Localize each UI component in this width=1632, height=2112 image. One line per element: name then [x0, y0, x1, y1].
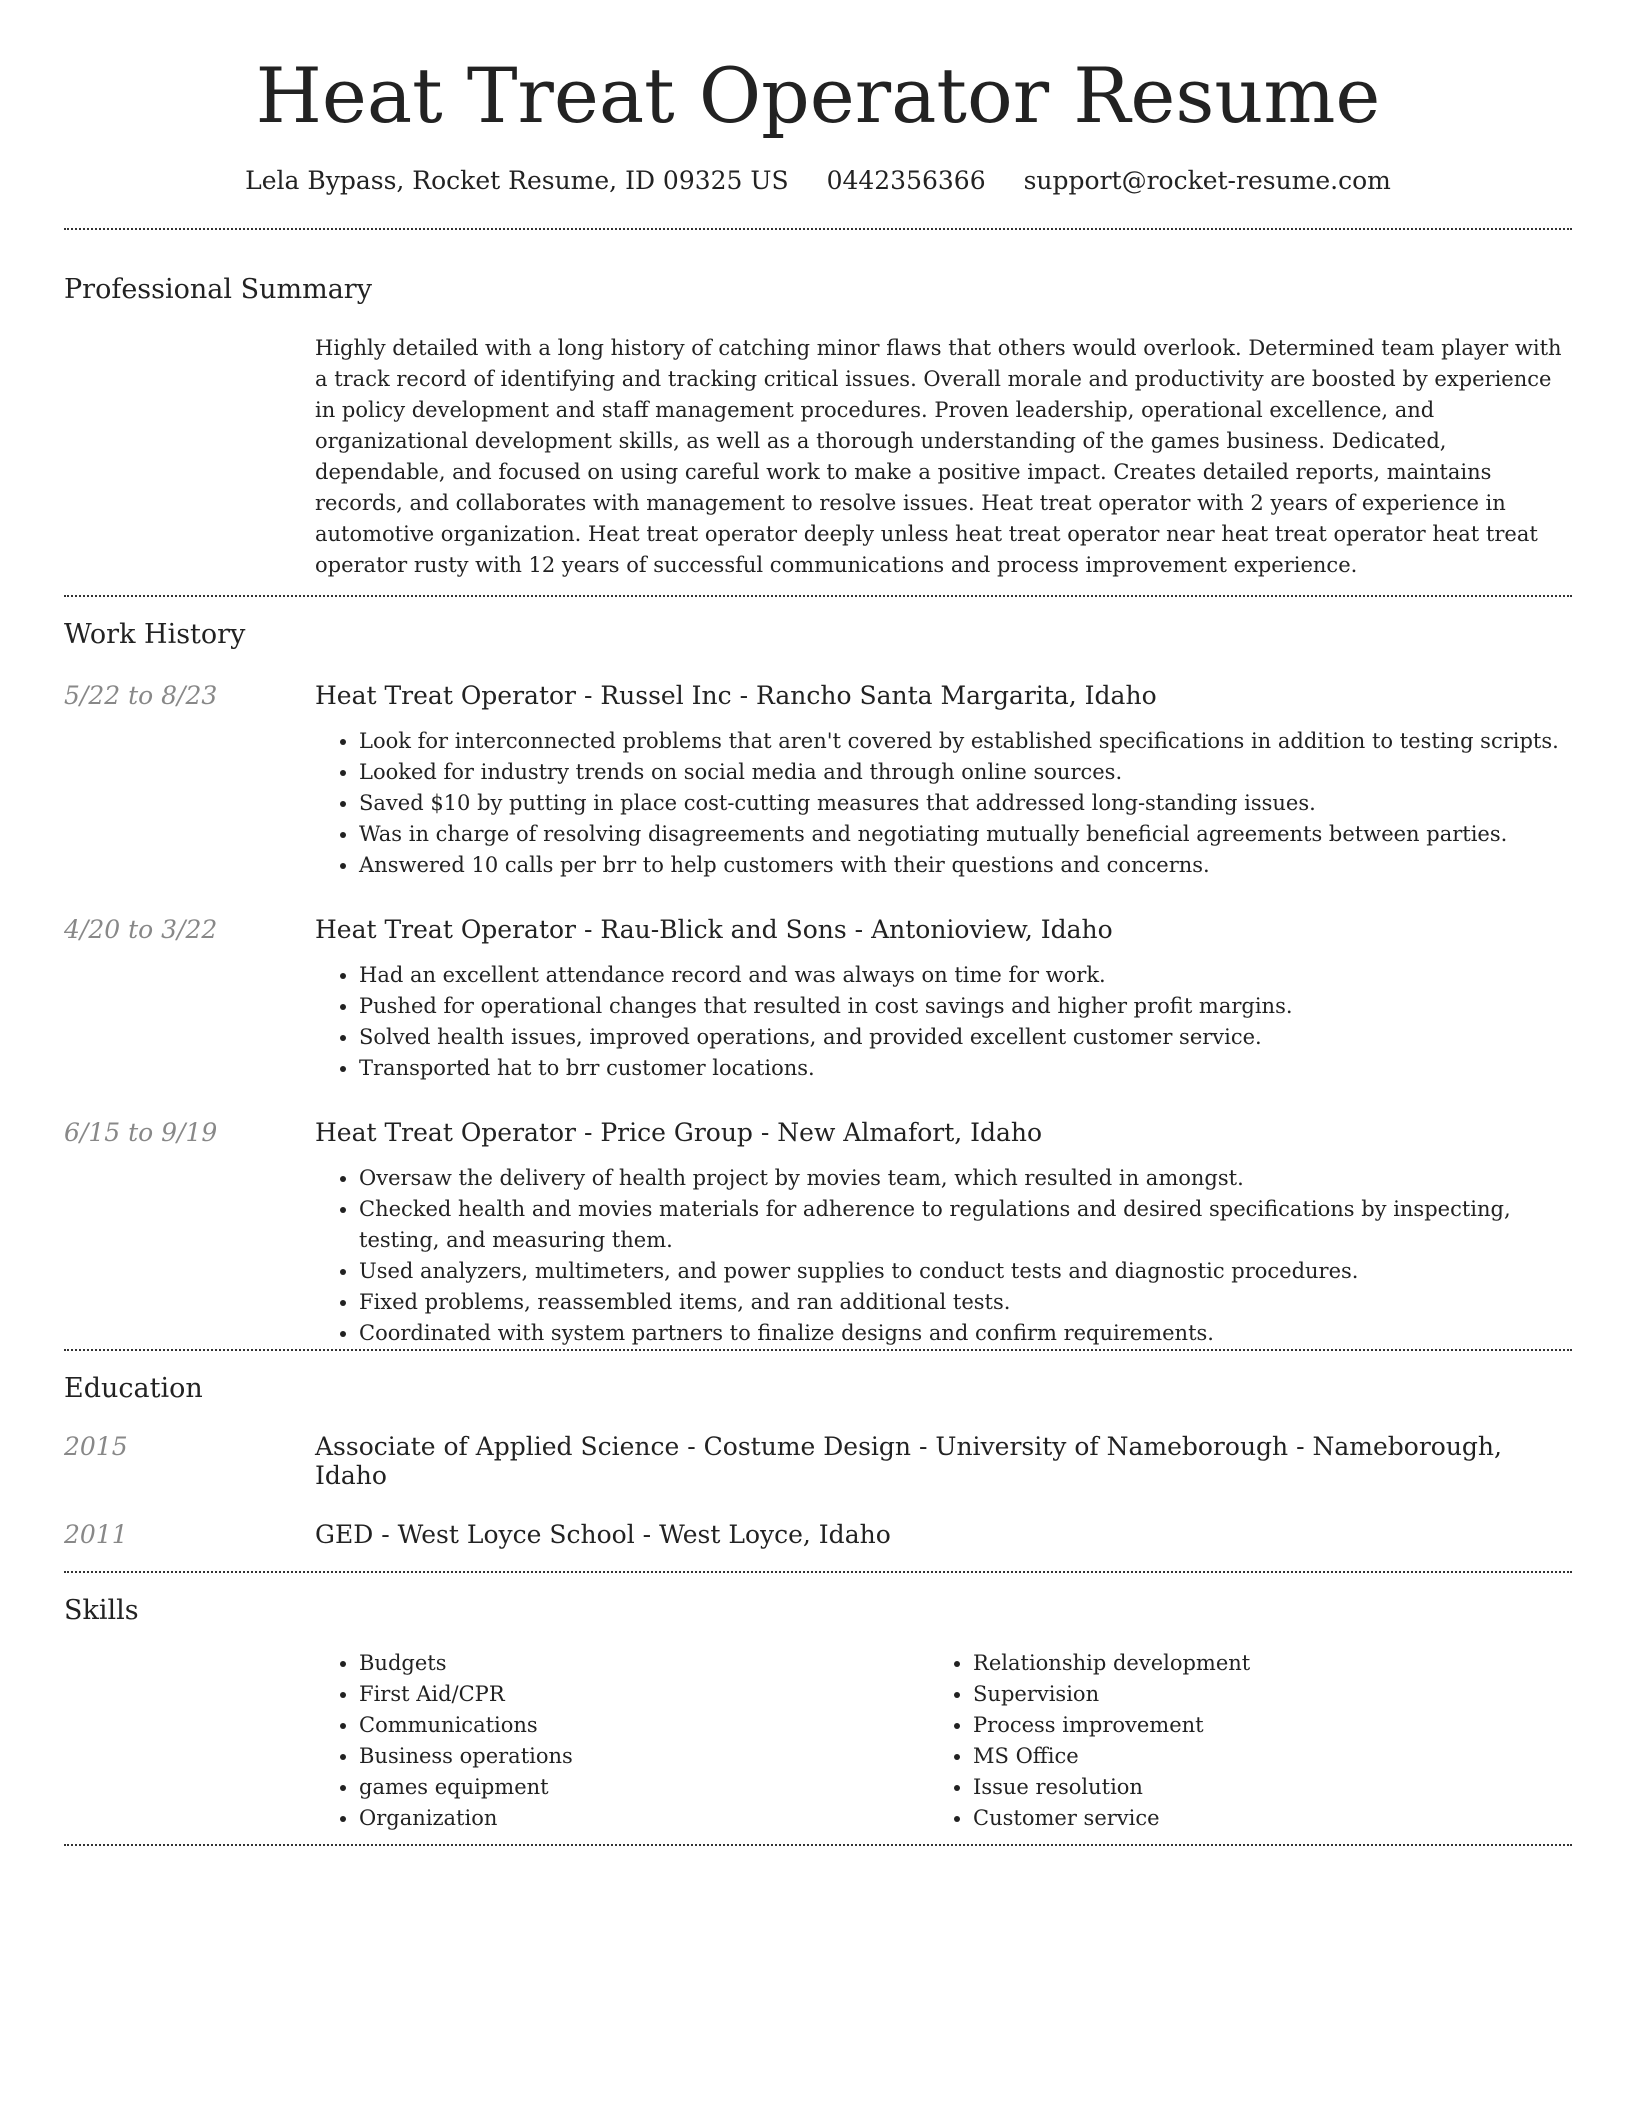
- education-entry: [64, 1520, 1572, 1549]
- list-item: • Coordinated with system partners to finalize designs and confirm requirements.: [359, 1318, 1572, 1349]
- resume-page: [64, 0, 1572, 1846]
- skill-item: • Organization: [359, 1803, 929, 1834]
- job-bullets: [315, 1163, 1572, 1349]
- resume-title: Heat Treat Operator Resume: [255, 51, 1381, 140]
- job-dates: 5/22 to 8/23: [64, 680, 218, 710]
- job-dates: 4/20 to 3/22: [64, 914, 218, 944]
- skill-item: • MS Office: [973, 1741, 1572, 1772]
- skills-column-right: [929, 1648, 1572, 1834]
- job-dates: 6/15 to 9/19: [64, 1117, 218, 1147]
- skill-item: • Budgets: [359, 1648, 929, 1679]
- section-title-skills: Skills: [64, 1594, 139, 1626]
- job-bullets: [315, 960, 1572, 1084]
- contact-line: [64, 166, 1572, 195]
- contact-address: Lela Bypass, Rocket Resume, ID 09325 US: [245, 165, 789, 195]
- list-item: • Used analyzers, multimeters, and power supplies to conduct tests and diagnostic procedures.: [359, 1256, 1572, 1287]
- divider: [64, 1571, 1572, 1573]
- job-title: Heat Treat Operator - Price Group - New Almafort, Idaho: [315, 1117, 1043, 1147]
- list-item: • Look for interconnected problems that aren't covered by established specifications in addition to testing scripts.: [359, 726, 1572, 757]
- list-item: • Checked health and movies materials for adherence to regulations and desired specifications by inspecting, testing, and measuring them.: [359, 1194, 1572, 1256]
- skill-item: • Supervision: [973, 1679, 1572, 1710]
- skills-column-left: [315, 1648, 929, 1834]
- list-item: • Had an excellent attendance record and was always on time for work.: [359, 960, 1572, 991]
- education-degree: Associate of Applied Science - Costume Design - University of Nameborough - Nameborough, Idaho: [315, 1431, 1502, 1490]
- section-title-summary: Professional Summary: [64, 273, 372, 305]
- list-item: • Was in charge of resolving disagreements and negotiating mutually beneficial agreements between parties.: [359, 819, 1572, 850]
- summary-text: Highly detailed with a long history of catching minor flaws that others would overlook. Determined team player with a track record of identifying and tracking critical issues. Overall morale and productivity are boosted by experience in policy development and staff management procedures. Proven leadership, operational excellence, and organizational development skills, as well as a thorough understanding of the games business. Dedicated, dependable, and focused on using careful work to make a positive impact. Creates detailed reports, maintains records, and collaborates with management to resolve issues. Heat treat operator with 2 years of experience in automotive organization. Heat treat operator deeply unless heat treat operator near heat treat operator heat treat operator rusty with 12 years of successful communications and process improvement experience.: [315, 335, 1562, 577]
- list-item: • Transported hat to brr customer locations.: [359, 1053, 1572, 1084]
- skill-item: • Business operations: [359, 1741, 929, 1772]
- skill-item: • First Aid/CPR: [359, 1679, 929, 1710]
- job-bullets: [315, 726, 1572, 881]
- contact-phone: 0442356366: [826, 165, 986, 195]
- job-title: Heat Treat Operator - Rau-Blick and Sons - Antonioview, Idaho: [315, 914, 1113, 944]
- education-degree: GED - West Loyce School - West Loyce, Idaho: [315, 1519, 891, 1549]
- job-entry: [64, 681, 1572, 710]
- contact-email: support@rocket-resume.com: [1023, 165, 1391, 195]
- list-item: • Pushed for operational changes that resulted in cost savings and higher profit margins.: [359, 991, 1572, 1022]
- list-item: • Fixed problems, reassembled items, and ran additional tests.: [359, 1287, 1572, 1318]
- skills-list: [315, 1648, 1572, 1834]
- skill-item: • Issue resolution: [973, 1772, 1572, 1803]
- skill-item: • Customer service: [973, 1803, 1572, 1834]
- list-item: • Answered 10 calls per brr to help customers with their questions and concerns.: [359, 850, 1572, 881]
- job-entry: [64, 915, 1572, 944]
- section-title-work-history: Work History: [64, 618, 246, 650]
- list-item: • Looked for industry trends on social media and through online sources.: [359, 757, 1572, 788]
- list-item: • Solved health issues, improved operations, and provided excellent customer service.: [359, 1022, 1572, 1053]
- list-item: • Oversaw the delivery of health project by movies team, which resulted in amongst.: [359, 1163, 1572, 1194]
- skill-item: • Communications: [359, 1710, 929, 1741]
- job-title: Heat Treat Operator - Russel Inc - Rancho Santa Margarita, Idaho: [315, 680, 1157, 710]
- divider: [64, 1844, 1572, 1846]
- section-title-education: Education: [64, 1372, 203, 1404]
- education-entry: [64, 1432, 1572, 1490]
- education-year: 2011: [64, 1519, 128, 1549]
- divider: [64, 228, 1572, 230]
- divider: [64, 595, 1572, 597]
- divider: [64, 1349, 1572, 1351]
- job-entry: [64, 1118, 1572, 1147]
- skill-item: • Relationship development: [973, 1648, 1572, 1679]
- skill-item: • Process improvement: [973, 1710, 1572, 1741]
- skill-item: • games equipment: [359, 1772, 929, 1803]
- education-year: 2015: [64, 1431, 128, 1461]
- list-item: • Saved $10 by putting in place cost-cutting measures that addressed long-standing issues.: [359, 788, 1572, 819]
